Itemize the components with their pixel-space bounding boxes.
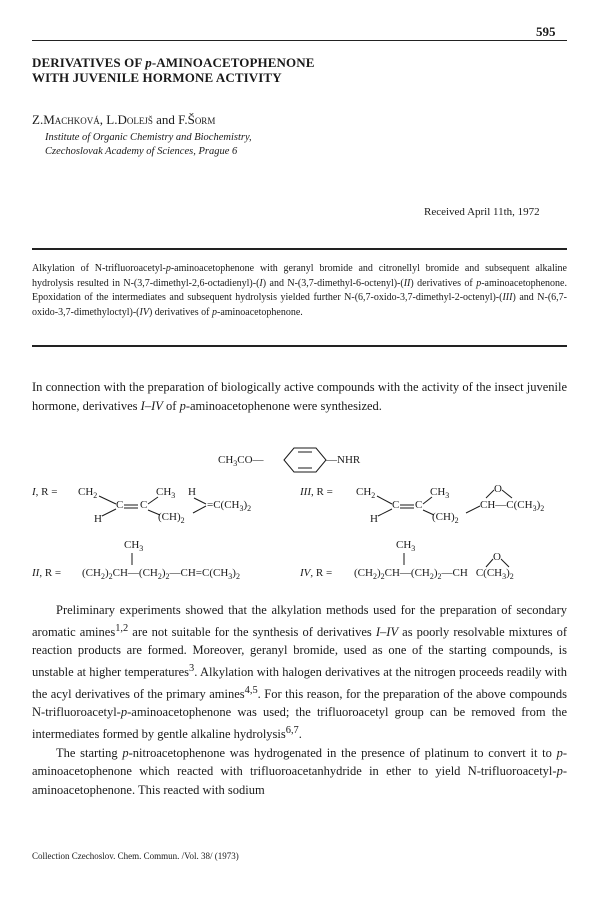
- bond-I: [148, 497, 158, 504]
- body-paragraph: Preliminary experiments showed that the alkylation methods used for the preparation of secondary aromatic amines$^{1,2}$ are not suitable for the synthesis of derivatives I–IV as poorly resolvable mixtures of reaction products are formed. Moreover, geranyl bromide, used as one of the starting compounds, is unstable at higher temperatures$^3$. Alkylation with halogen derivatives at the nitrogen proceeds readily with the acyl derivatives of the primary amines$^{4,5}$. For this reason, for the preparation of the above compounds N-trifluoroacetyl-p-aminoacetophenone was used; the trifluoroacetyl group can be removed from the intermediates formed by gentle alkaline hydrolysis$^{6,7}$.: [32, 603, 567, 742]
- fragment-I-ch3: $CH_3$: [156, 486, 176, 500]
- fragment-II-ch3: $CH_3$: [124, 539, 144, 553]
- fragment-I-h2: H: [188, 486, 196, 498]
- fragment-I-end: $=C(CH_3)_2$: [207, 499, 252, 513]
- body-paragraph: The starting p-nitroacetophenone was hydrogenated in the presence of platinum to convert it to p-aminoacetophenone which reacted with trifluoroacetanhydride in ether to yield N-trifluoroacetyl-p-aminoacetophenone. This reacted with sodium: [32, 745, 567, 797]
- fragment-II-chain: $(CH_2)_2CH—(CH_2)_2—CH=C(CH_3)_2$: [82, 567, 240, 581]
- author-list: Z.Machková, L.Dolejš and F.Šorm: [32, 112, 216, 127]
- fragment-IV-ch3: $CH_3$: [396, 539, 416, 553]
- epoxide-bond: [501, 559, 509, 567]
- top-rule: [32, 40, 567, 41]
- fragment-IV-o: O: [493, 551, 501, 563]
- bond-III: [378, 509, 392, 516]
- abstract-top-rule: [32, 248, 567, 250]
- epoxide-bond: [486, 559, 493, 567]
- fragment-III-ch3: $CH_3$: [430, 486, 450, 500]
- received-date: Received April 11th, 1972: [424, 206, 540, 218]
- fragment-I-ch2: $CH_2$: [78, 486, 98, 500]
- journal-footer: Collection Czechoslov. Chem. Commun. /Vol. 38/ (1973): [32, 851, 239, 861]
- fragment-III-c: C: [392, 499, 400, 511]
- epoxide-bond: [486, 490, 494, 498]
- core-left-text: $CH_3CO—$: [218, 454, 264, 468]
- label-compound-I: I, R =: [32, 486, 58, 498]
- fragment-III-o: O: [494, 483, 502, 495]
- fragment-III-c2: C: [415, 499, 423, 511]
- article-title: DERIVATIVES OF p-AMINOACETOPHENONE WITH JUVENILE HORMONE ACTIVITY: [32, 55, 315, 85]
- fragment-III-end: $CH—C(CH_3)_2$: [480, 499, 545, 513]
- fragment-IV-chain: $(CH_2)_2CH—(CH_2)_2—CH$ $C(CH_3)_2$: [354, 567, 514, 581]
- label-compound-II: II, R =: [32, 567, 62, 579]
- affiliation: Institute of Organic Chemistry and Biochemistry, Czechoslovak Academy of Sciences, Prague 6: [45, 132, 252, 157]
- fragment-III-ch2: $CH_2$: [356, 486, 376, 500]
- fragment-I-ch2b: $(CH)_2$: [158, 511, 185, 525]
- fragment-I-h: H: [94, 513, 102, 525]
- fragment-III-ch2b: $(CH)_2$: [432, 511, 459, 525]
- label-compound-IV: IV, R =: [300, 567, 333, 579]
- page-number: 595: [536, 24, 556, 39]
- label-compound-III: III, R =: [300, 486, 333, 498]
- fragment-III-h: H: [370, 513, 378, 525]
- fragment-I-c2: C: [140, 499, 148, 511]
- core-right-text: —NHR: [326, 454, 361, 466]
- abstract: Alkylation of N-trifluoroacetyl-p-aminoacetophenone with geranyl bromide and citronellyl bromide and subsequent alkaline hydrolysis resulted in N-(3,7-dimethyl-2,6-octadienyl)-(I) and N-(3,7-dimethyl-6-octenyl)-(II) derivatives of p-aminoacetophenone. Epoxidation of the intermediates and subsequent hydrolysis yielded further N-(6,7-oxido-3,7-dimethyl-2-octenyl)-(III) and N-(6,7-oxido-3,7-dimethyloctyl)-(IV) derivatives of p-aminoacetophenone.: [32, 263, 567, 318]
- bond-I: [99, 496, 116, 504]
- bond-I: [193, 506, 206, 513]
- epoxide-bond: [502, 490, 512, 498]
- abstract-bottom-rule: [32, 345, 567, 347]
- bond-III: [423, 497, 432, 504]
- bond-I: [194, 498, 206, 504]
- fragment-I-c: C: [116, 499, 124, 511]
- bond-III: [377, 496, 392, 504]
- structure-scheme: [0, 440, 600, 590]
- intro-paragraph: In connection with the preparation of biologically active compounds with the activity of the insect juvenile hormone, derivatives I–IV of p-aminoacetophenone were synthesized.: [32, 380, 567, 413]
- body-text: [32, 601, 567, 800]
- bond-I: [102, 509, 116, 516]
- bond-III: [466, 506, 480, 513]
